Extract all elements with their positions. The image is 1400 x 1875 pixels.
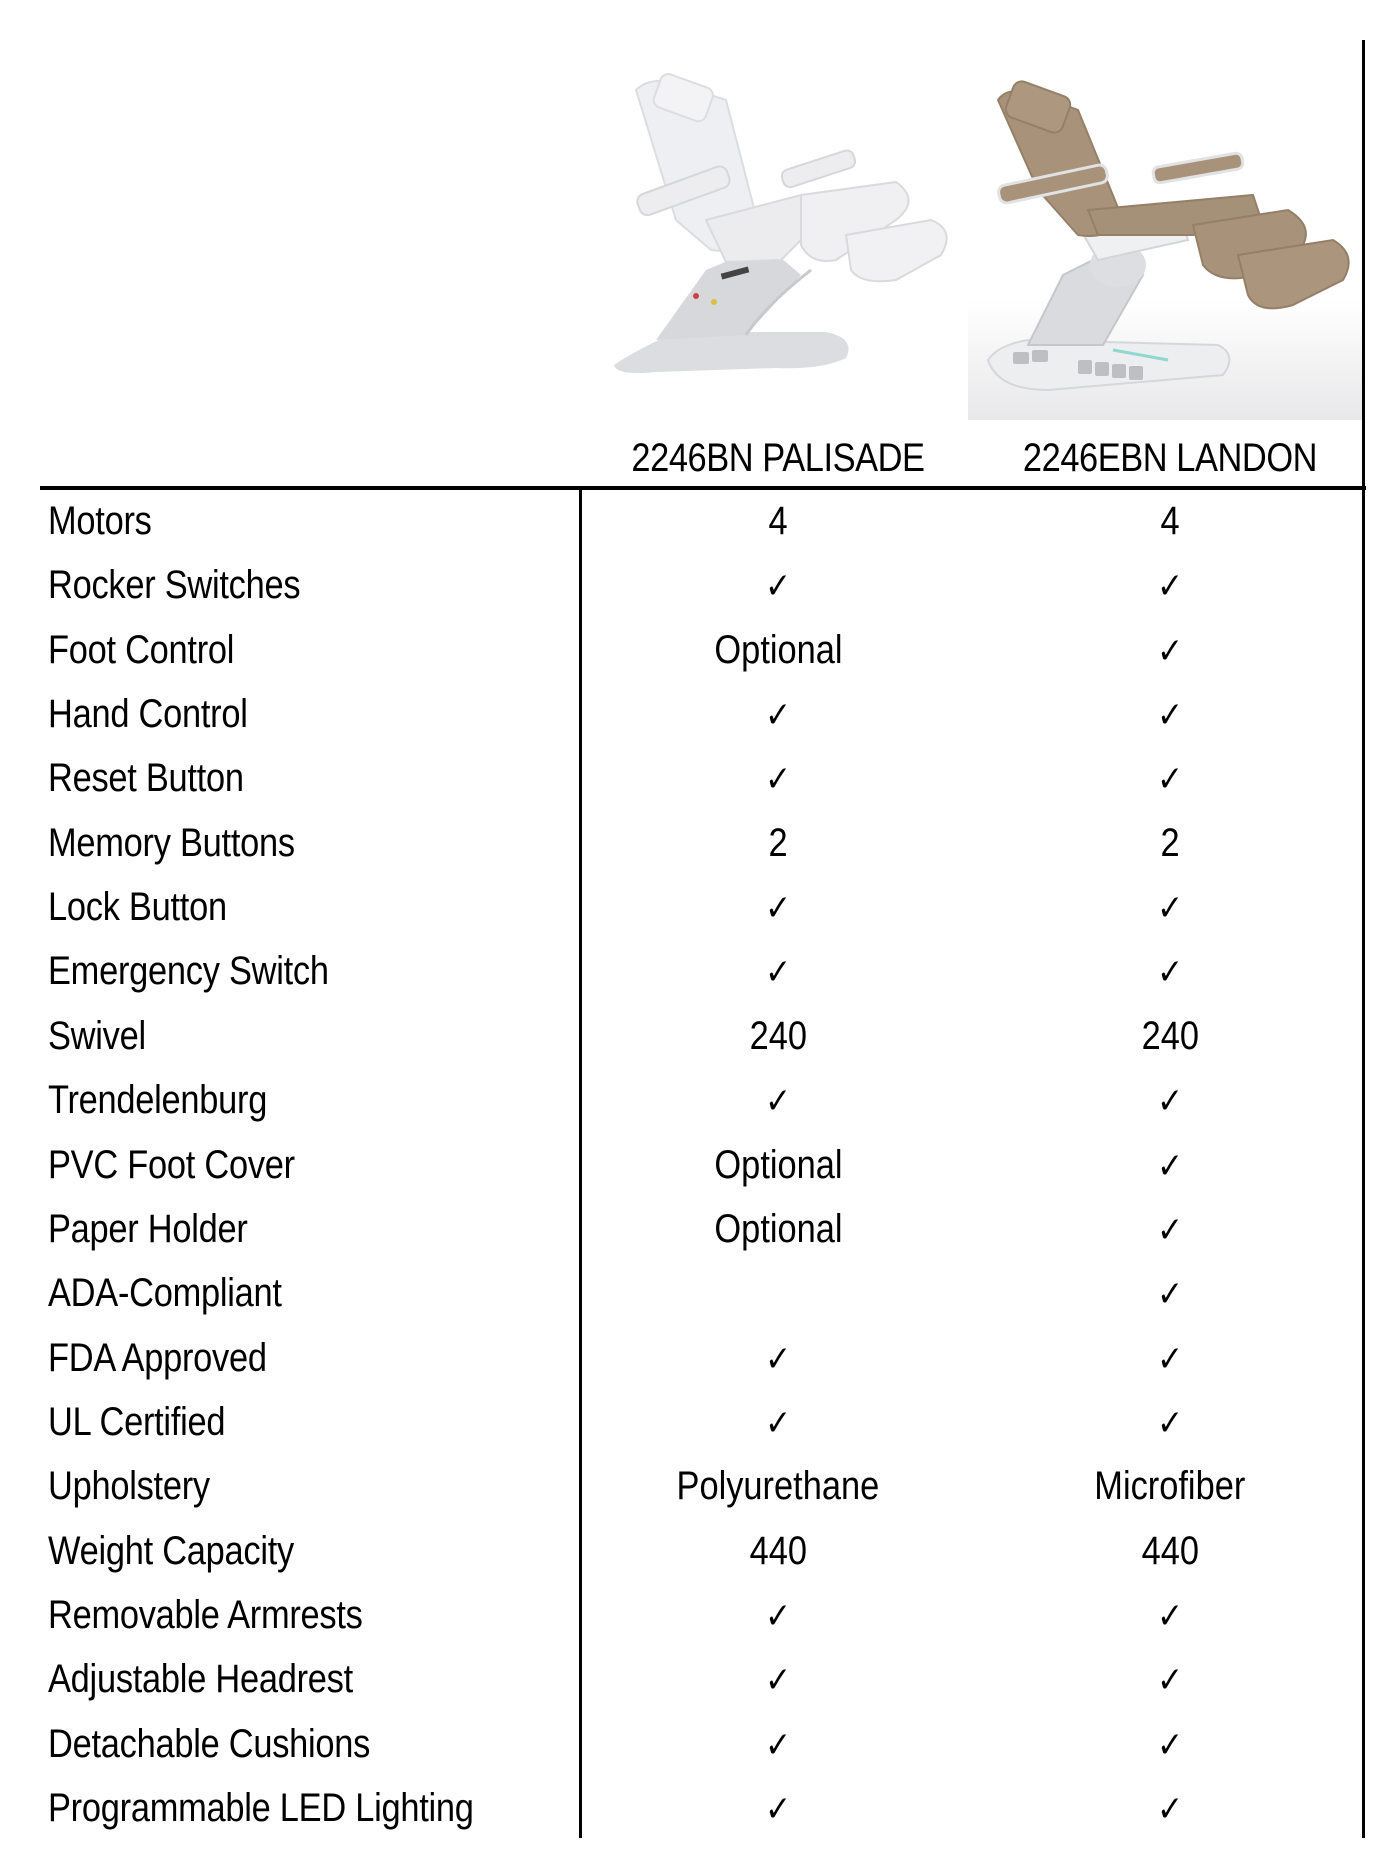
checkmark-icon: ✓ [1157, 1724, 1183, 1766]
checkmark-icon: ✓ [765, 695, 791, 737]
landon-value-cell [990, 1004, 1350, 1068]
checkmark-icon: ✓ [1157, 695, 1183, 737]
feature-label: Lock Button [48, 885, 227, 930]
palisade-value-cell [598, 1197, 958, 1261]
landon-value-cell [990, 1583, 1350, 1647]
table-row [0, 618, 1400, 682]
landon-value-cell [990, 939, 1350, 1003]
checkmark-icon: ✓ [765, 759, 791, 801]
value-text: 2 [1160, 820, 1180, 865]
feature-label: Hand Control [48, 692, 248, 737]
palisade-value-cell [598, 1326, 958, 1390]
palisade-value-cell [598, 1776, 958, 1840]
palisade-value-cell [598, 811, 958, 875]
landon-value-cell [990, 1261, 1350, 1325]
checkmark-icon: ✓ [1157, 1789, 1183, 1830]
table-row [0, 682, 1400, 746]
palisade-value-cell [598, 1068, 958, 1132]
feature-label: Removable Armrests [48, 1592, 363, 1637]
checkmark-icon: ✓ [765, 1402, 791, 1444]
checkmark-icon: ✓ [765, 566, 791, 608]
feature-label: FDA Approved [48, 1335, 267, 1380]
checkmark-icon: ✓ [765, 1789, 791, 1830]
landon-value-cell [990, 875, 1350, 939]
checkmark-icon: ✓ [1157, 1595, 1183, 1637]
checkmark-icon: ✓ [1157, 759, 1183, 801]
table-row [0, 1776, 1400, 1840]
palisade-value-cell [598, 1712, 958, 1776]
palisade-value-cell [598, 1519, 958, 1583]
table-row [0, 1133, 1400, 1197]
feature-label: ADA-Compliant [48, 1271, 282, 1316]
checkmark-icon: ✓ [1157, 630, 1183, 672]
palisade-value-cell [598, 939, 958, 1003]
checkmark-icon: ✓ [1157, 1209, 1183, 1251]
landon-value-cell [990, 1197, 1350, 1261]
landon-value-cell [990, 553, 1350, 617]
table-row [0, 811, 1400, 875]
feature-label: Detachable Cushions [48, 1721, 371, 1766]
checkmark-icon: ✓ [1157, 1274, 1183, 1316]
table-row [0, 1197, 1400, 1261]
column-header-landon: 2246EBN LANDON [1022, 436, 1318, 480]
landon-value-cell [990, 489, 1350, 553]
value-text: 4 [1160, 499, 1180, 543]
feature-label: Emergency Switch [48, 949, 329, 994]
value-text: Optional [713, 627, 843, 672]
landon-value-cell [990, 1133, 1350, 1197]
palisade-value-cell [598, 489, 958, 553]
feature-label: Motors [48, 499, 152, 543]
feature-label: Upholstery [48, 1464, 210, 1509]
checkmark-icon: ✓ [1157, 1660, 1183, 1702]
feature-label: UL Certified [48, 1399, 226, 1444]
landon-value-cell [990, 1390, 1350, 1454]
feature-label: Rocker Switches [48, 563, 301, 608]
checkmark-icon: ✓ [765, 1338, 791, 1380]
table-row [0, 1712, 1400, 1776]
table-row [0, 489, 1400, 553]
table-row [0, 939, 1400, 1003]
feature-label: Foot Control [48, 627, 235, 672]
product-image-landon [968, 60, 1362, 420]
value-text: 4 [768, 499, 788, 543]
checkmark-icon: ✓ [1157, 566, 1183, 608]
value-text: Optional [713, 1142, 843, 1187]
product-image-palisade [596, 70, 966, 390]
checkmark-icon: ✓ [1157, 1081, 1183, 1123]
palisade-value-cell [598, 553, 958, 617]
table-row [0, 1261, 1400, 1325]
checkmark-icon: ✓ [765, 1660, 791, 1702]
landon-value-cell [990, 682, 1350, 746]
value-text: 440 [749, 1528, 807, 1573]
checkmark-icon: ✓ [1157, 888, 1183, 930]
landon-value-cell [990, 1068, 1350, 1132]
checkmark-icon: ✓ [1157, 1338, 1183, 1380]
value-text: 240 [749, 1013, 807, 1058]
palisade-value-cell [598, 1133, 958, 1197]
landon-value-cell [990, 1712, 1350, 1776]
palisade-value-cell [598, 682, 958, 746]
value-text: 440 [1141, 1528, 1199, 1573]
column-header-palisade: 2246BN PALISADE [631, 436, 925, 480]
landon-value-cell [990, 1776, 1350, 1840]
landon-value-cell [990, 811, 1350, 875]
table-row [0, 875, 1400, 939]
value-text: Optional [713, 1206, 843, 1251]
tan-chair-illustration [968, 60, 1362, 420]
palisade-value-cell [598, 1583, 958, 1647]
feature-label: PVC Foot Cover [48, 1142, 295, 1187]
palisade-value-cell [598, 875, 958, 939]
landon-value-cell [990, 746, 1350, 810]
landon-value-cell [990, 1647, 1350, 1711]
checkmark-icon: ✓ [1157, 952, 1183, 994]
palisade-value-cell [598, 1390, 958, 1454]
table-row [0, 1390, 1400, 1454]
feature-label: Programmable LED Lighting [48, 1786, 474, 1830]
palisade-value-cell [598, 1004, 958, 1068]
value-text: 2 [768, 820, 788, 865]
palisade-value-cell [598, 618, 958, 682]
palisade-value-cell [598, 1454, 958, 1518]
value-text: Microfiber [1094, 1464, 1246, 1509]
table-row [0, 1647, 1400, 1711]
feature-label: Memory Buttons [48, 820, 295, 865]
feature-label: Trendelenburg [48, 1078, 268, 1123]
feature-label: Reset Button [48, 756, 244, 801]
checkmark-icon: ✓ [765, 1081, 791, 1123]
value-text: Polyurethane [676, 1464, 880, 1509]
landon-value-cell [990, 1326, 1350, 1390]
table-row [0, 1326, 1400, 1390]
table-row [0, 1583, 1400, 1647]
table-row [0, 746, 1400, 810]
checkmark-icon: ✓ [1157, 1145, 1183, 1187]
table-row [0, 1004, 1400, 1068]
landon-value-cell [990, 1454, 1350, 1518]
feature-label: Paper Holder [48, 1206, 248, 1251]
palisade-value-cell [598, 1647, 958, 1711]
table-row [0, 553, 1400, 617]
checkmark-icon: ✓ [765, 1595, 791, 1637]
checkmark-icon: ✓ [765, 1724, 791, 1766]
feature-label: Weight Capacity [48, 1528, 294, 1573]
palisade-value-cell [598, 1261, 958, 1325]
table-row [0, 1068, 1400, 1132]
palisade-value-cell [598, 746, 958, 810]
checkmark-icon: ✓ [765, 888, 791, 930]
checkmark-icon: ✓ [765, 952, 791, 994]
feature-label: Adjustable Headrest [48, 1657, 353, 1702]
landon-value-cell [990, 1519, 1350, 1583]
table-row [0, 1519, 1400, 1583]
checkmark-icon: ✓ [1157, 1402, 1183, 1444]
feature-label: Swivel [48, 1013, 146, 1058]
landon-value-cell [990, 618, 1350, 682]
value-text: 240 [1141, 1013, 1199, 1058]
table-row [0, 1454, 1400, 1518]
white-chair-illustration [596, 70, 966, 390]
